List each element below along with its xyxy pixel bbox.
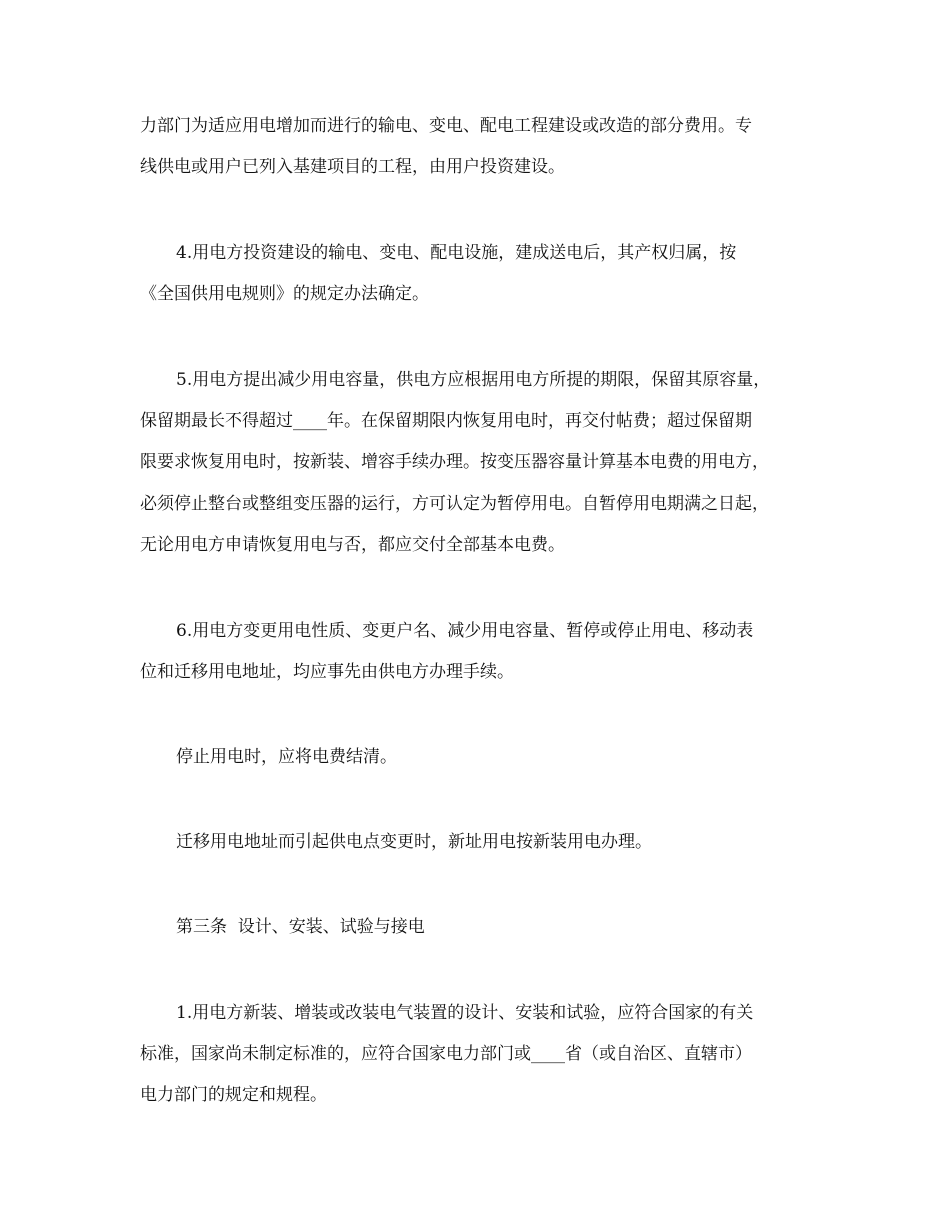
paragraph-line: 位和迁移用电地址，均应事先由供电方办理手续。 bbox=[140, 662, 514, 682]
paragraph-line: 1.用电方新装、增装或改装电气装置的设计、安装和试验，应符合国家的有关 bbox=[176, 1003, 754, 1023]
paragraph-line: 必须停止整台或整组变压器的运行，方可认定为暂停用电。自暂停用电期满之日起， bbox=[140, 494, 769, 514]
paragraph-line: 力部门为适应用电增加而进行的输电、变电、配电工程建设或改造的部分费用。专 bbox=[140, 116, 752, 136]
paragraph-line: 线供电或用户已列入基建项目的工程，由用户投资建设。 bbox=[140, 157, 565, 177]
paragraph-line: 保留期最长不得超过____年。在保留期限内恢复用电时，再交付帖费；超过保留期 bbox=[140, 411, 752, 431]
paragraph-line: 无论用电方申请恢复用电与否，都应交付全部基本电费。 bbox=[140, 535, 565, 555]
paragraph-line: 4.用电方投资建设的输电、变电、配电设施，建成送电后，其产权归属，按 bbox=[176, 243, 737, 263]
paragraph-line: 标准，国家尚未制定标准的，应符合国家电力部门或____省（或自治区、直辖市） bbox=[140, 1044, 752, 1064]
paragraph-line: 5.用电方提出减少用电容量，供电方应根据用电方所提的期限，保留其原容量， bbox=[176, 370, 771, 390]
paragraph-line: 迁移用电地址而引起供电点变更时，新址用电按新装用电办理。 bbox=[176, 832, 652, 852]
paragraph-line: 电力部门的规定和规程。 bbox=[140, 1085, 327, 1105]
paragraph-line: 停止用电时，应将电费结清。 bbox=[176, 747, 397, 767]
paragraph-line: 6.用电方变更用电性质、变更户名、减少用电容量、暂停或停止用电、移动表 bbox=[176, 621, 754, 641]
paragraph-line: 《全国供用电规则》的规定办法确定。 bbox=[140, 284, 429, 304]
paragraph-line: 限要求恢复用电时，按新装、增容手续办理。按变压器容量计算基本电费的用电方， bbox=[140, 452, 769, 472]
section-heading: 第三条 设计、安装、试验与接电 bbox=[176, 917, 425, 937]
